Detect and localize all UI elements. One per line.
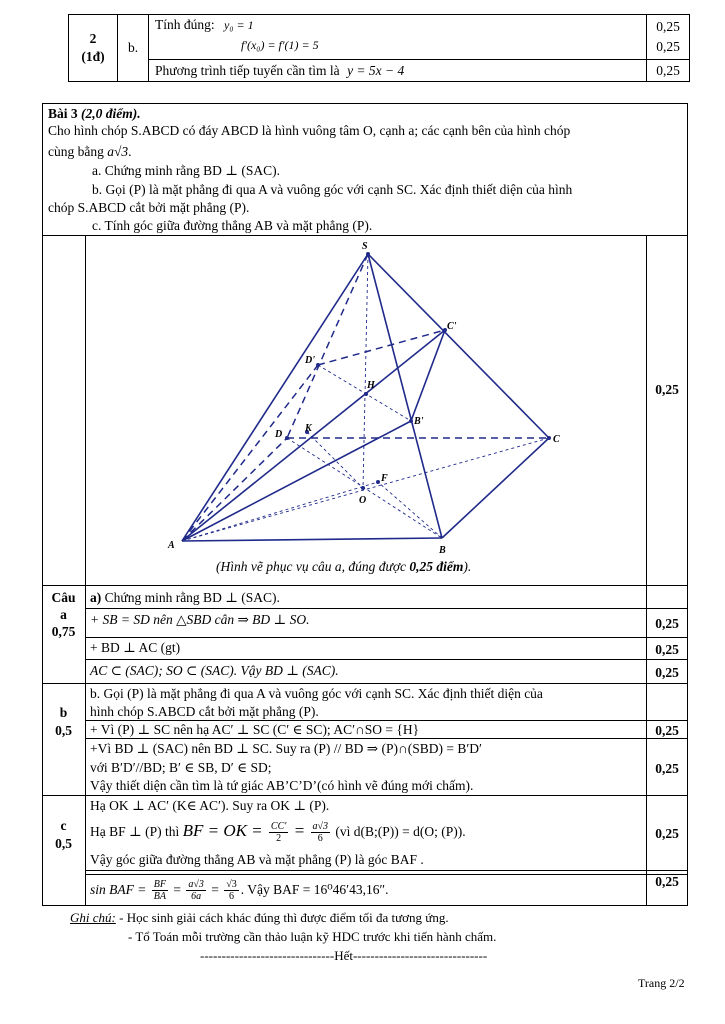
label-H: H	[367, 380, 375, 391]
part-a-row1: + SB = SD nên △SBD cân ⇒ BD ⊥ SO.	[90, 612, 310, 627]
divider-b-row1	[85, 738, 688, 739]
label-O: O	[359, 495, 367, 506]
part-b-row2c: Vậy thiết diện cần tìm là tứ giác AB’C’D’(có hình vẽ đúng mới chấm).	[90, 778, 474, 793]
label-K: K	[305, 423, 312, 434]
part-c-label2: 0,5	[55, 836, 72, 851]
left-column-divider	[85, 235, 86, 906]
problem-part-b2: chóp S.ABCD cắt bởi mặt phẳng (P).	[48, 200, 250, 215]
point-S	[366, 252, 370, 256]
part-c-row4a: sin BAF =	[90, 882, 150, 897]
frac-a-sqrt3-over-6	[311, 821, 331, 844]
question-points: (1đ)	[81, 49, 105, 64]
question-number: 2	[89, 31, 97, 46]
part-c-row2-math: BF = OK =	[182, 821, 267, 840]
part-b-row2-score: 0,25	[655, 761, 679, 776]
edge-SB	[368, 254, 442, 538]
part-b-label1: b	[59, 705, 68, 720]
edge-ADp	[182, 365, 318, 541]
row1-eq2: f′(x₀) = f′(1) = 5	[241, 38, 319, 52]
top-answer-table	[68, 14, 690, 82]
part-a-row2-score: 0,25	[655, 642, 679, 657]
point-H	[364, 392, 368, 396]
caption-end: ).	[463, 559, 472, 574]
problem-title-points: (2,0 điểm).	[81, 106, 141, 121]
frac3-den: BA	[153, 891, 166, 903]
part-c-row3: Vậy góc giữa đường thẳng AB và mặt phẳng (P) là góc BAF .	[90, 852, 424, 867]
row1-label: Tính đúng:	[155, 17, 215, 32]
frac1-den: 2	[276, 833, 282, 845]
part-a-row2: + BD ⊥ AC (gt)	[90, 640, 181, 655]
part-b-label	[42, 704, 85, 740]
part-b-head2: hình chóp S.ABCD cắt bởi mặt phẳng (P).	[90, 704, 319, 719]
part-c-row4: sin BAF = $\frac{BF}{BA}$ = $\frac{a√3}{6a}$ = $\frac{√3}{6}$ . Vậy BAF = 16⁰46′43,16″.	[90, 879, 389, 903]
frac-bf-over-ba	[152, 879, 168, 902]
frac4-num: a√3	[188, 879, 204, 891]
frac1-num: CC′	[270, 821, 287, 833]
problem-line2	[48, 144, 132, 160]
edge-AB	[182, 538, 442, 541]
point-Dp	[316, 363, 320, 367]
problem-line2a: cùng bằng	[48, 144, 108, 159]
row2-eq: y = 5x − 4	[347, 62, 405, 78]
point-C	[547, 436, 551, 440]
part-a-head-bold: a)	[90, 590, 102, 605]
frac2-den: 6	[317, 833, 323, 845]
problem-line2c: .	[128, 144, 132, 159]
part-c-row2a: Hạ BF ⊥ (P) thì	[90, 824, 183, 839]
note-line1	[70, 910, 449, 926]
part-b-head1: b. Gọi (P) là mặt phẳng đi qua A và vuông góc với cạnh SC. Xác định thiết diện của	[90, 686, 543, 701]
divider-figure-bottom	[42, 585, 688, 586]
part-c-row2c: (vì d(B;(P)) = d(O; (P)).	[332, 824, 466, 839]
row1-scores	[647, 15, 690, 60]
label-Dp: D'	[305, 355, 315, 366]
caption-points: 0,25 điểm	[409, 559, 464, 574]
label-C: C	[553, 434, 560, 445]
edge-SD	[287, 254, 368, 438]
part-c-label	[42, 817, 85, 853]
problem-title-text: Bài 3	[48, 106, 78, 121]
problem-line1: Cho hình chóp S.ABCD có đáy ABCD là hình vuông tâm O, cạnh a; các cạnh bên của hình chóp	[48, 123, 571, 138]
part-label: b.	[118, 15, 149, 82]
note-label: Ghi chú:	[70, 910, 116, 925]
frac5-num: √3	[226, 879, 237, 891]
divider-c-row3	[85, 870, 688, 871]
divider-a-head	[85, 608, 688, 609]
edge-SC	[368, 254, 549, 438]
frac4-den: 6a	[191, 891, 202, 903]
part-c-row4b: . Vậy BAF = 16⁰46′43,16″.	[240, 882, 389, 897]
row2-score: 0,25	[647, 60, 690, 82]
row2-text: Phương trình tiếp tuyến cần tìm là	[155, 62, 340, 78]
part-a-head-text: Chứng minh rằng BD ⊥ (SAC).	[104, 590, 280, 605]
frac-sqrt3-over-6	[224, 879, 239, 902]
part-c-row2-eq: =	[290, 821, 309, 840]
point-F	[376, 480, 380, 484]
part-a-row3: AC ⊂ (SAC); SO ⊂ (SAC). Vậy BD ⊥ (SAC).	[90, 663, 339, 678]
part-a-label3: 0,75	[51, 624, 76, 639]
part-c-row12-score: 0,25	[655, 826, 679, 841]
frac2-num: a√3	[312, 821, 329, 833]
part-a-row1-score: 0,25	[655, 616, 679, 631]
figure-score: 0,25	[655, 382, 679, 397]
part-b-row2a: +Vì BD ⊥ (SAC) nên BD ⊥ SC. Suy ra (P) // BD ⇒ (P)∩(SBD) = B′D′	[90, 741, 482, 756]
label-Cp: C'	[447, 321, 457, 332]
divider-c-row3-double	[85, 874, 688, 875]
divider-b-head	[85, 720, 688, 721]
problem-part-b1: b. Gọi (P) là mặt phẳng đi qua A và vuông góc với cạnh SC. Xác định thiết diện của hình	[92, 182, 573, 197]
label-S: S	[362, 241, 368, 252]
part-c-row4-score: 0,25	[655, 874, 679, 889]
pyramid-figure	[90, 236, 645, 556]
point-D	[285, 436, 289, 440]
part-b-label2: 0,5	[55, 723, 72, 738]
label-A: A	[168, 540, 175, 551]
problem-part-a: a. Chứng minh rằng BD ⊥ (SAC).	[92, 163, 281, 178]
divider-part-b	[42, 683, 688, 684]
frac-a-sqrt3-over-6a	[186, 879, 206, 902]
row1-eq1: y₀ = 1	[224, 18, 254, 32]
part-a-row3-score: 0,25	[655, 665, 679, 680]
part-c-row1: Hạ OK ⊥ AC′ (K∈ AC′). Suy ra OK ⊥ (P).	[90, 798, 330, 813]
point-O	[361, 486, 365, 490]
divider-a-row1	[85, 637, 688, 638]
part-a-label	[42, 589, 85, 640]
note1-text: - Học sinh giải cách khác đúng thì được điểm tối đa tương ứng.	[115, 910, 449, 925]
edge-SA	[182, 254, 368, 541]
frac3-num: BF	[153, 879, 166, 891]
score-column-divider	[646, 235, 647, 906]
frac5-den: 6	[228, 891, 234, 903]
label-D: D	[275, 429, 283, 440]
seg-BF	[378, 482, 442, 538]
problem-part-c: c. Tính góc giữa đường thẳng AB và mặt phẳng (P).	[92, 218, 373, 233]
note-line2: - Tổ Toán mỗi trường cần thảo luận kỹ HDC trước khi tiến hành chấm.	[128, 929, 497, 944]
point-Bp	[409, 419, 413, 423]
row1-score2: 0,25	[656, 39, 680, 54]
label-F: F	[381, 473, 388, 484]
caption-text: (Hình vẽ phục vụ câu a, đúng được	[216, 559, 410, 574]
label-B: B	[439, 545, 446, 556]
part-b-row1: + Vì (P) ⊥ SC nên hạ AC′ ⊥ SC (C′ ∈ SC); AC′∩SO = {H}	[90, 722, 420, 737]
part-b-row2b: với B′D′//BD; B′ ∈ SB, D′ ∈ SD;	[90, 760, 272, 775]
part-c-label1: c	[60, 818, 67, 833]
divider-part-c	[42, 795, 688, 796]
label-Bp: B'	[414, 416, 424, 427]
problem-line2-math: a√3	[107, 144, 129, 159]
part-c-row2	[90, 818, 466, 845]
part-a-head	[90, 590, 280, 606]
row1-score1: 0,25	[656, 19, 680, 34]
edge-DpCp	[318, 330, 445, 365]
part-a-label2: a	[60, 607, 67, 622]
problem-title	[48, 106, 141, 122]
question-number-cell	[69, 15, 118, 82]
end-marker: -------------------------------Hết-------------------------------	[200, 948, 488, 963]
page-number: Trang 2/2	[638, 976, 685, 990]
frac-cc-over-2	[269, 821, 289, 844]
part-a-label1: Câu	[51, 590, 76, 605]
figure-caption	[216, 559, 471, 575]
row2-content	[149, 60, 647, 82]
row1-content	[149, 15, 647, 60]
height-SO	[363, 254, 368, 488]
part-b-row1-score: 0,25	[655, 723, 679, 738]
divider-a-row2	[85, 659, 688, 660]
